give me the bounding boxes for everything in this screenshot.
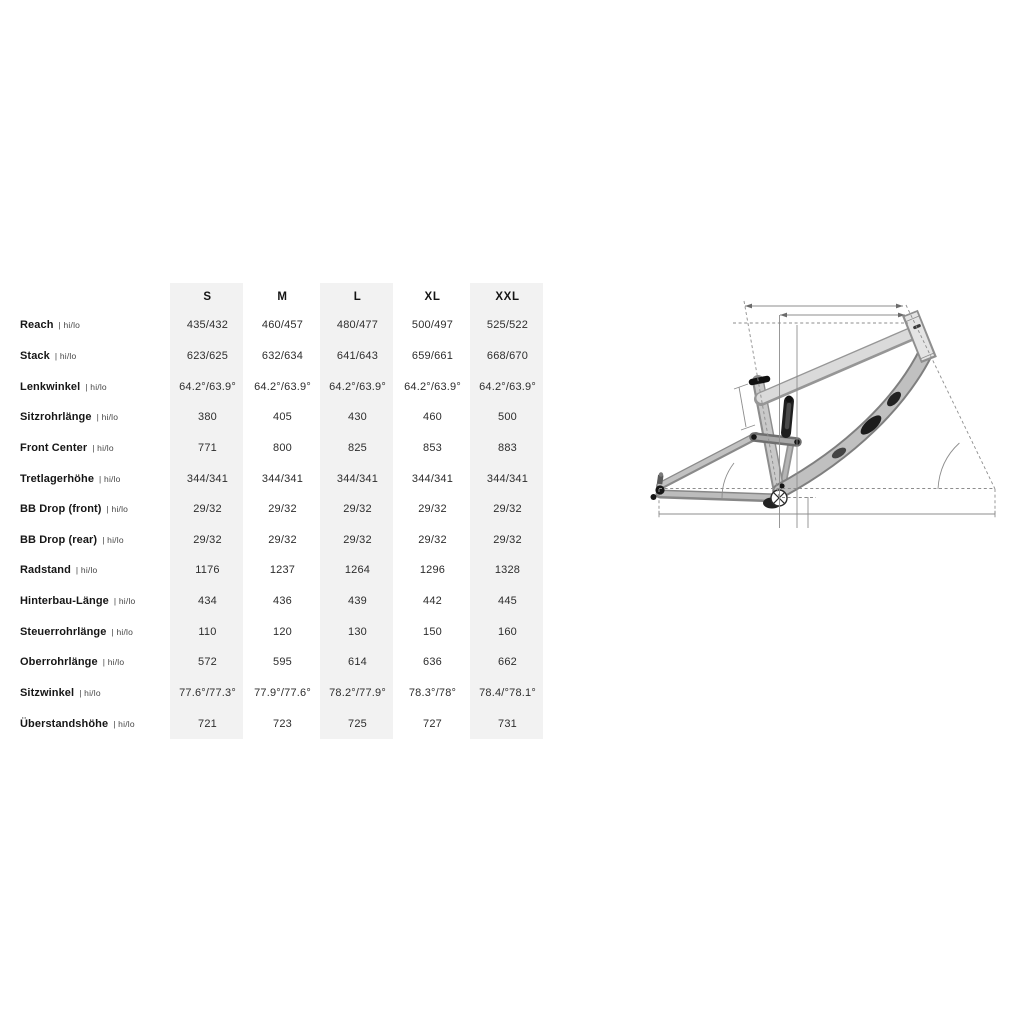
geometry-value: 731 xyxy=(498,717,517,730)
geometry-value: 130 xyxy=(348,625,367,638)
head-angle-line xyxy=(906,305,995,489)
row-label-text: BB Drop (front) xyxy=(20,503,102,516)
row-label-text: Hinterbau-Länge xyxy=(20,595,109,608)
geometry-value: 29/32 xyxy=(493,533,522,546)
geometry-value: 29/32 xyxy=(343,503,372,516)
row-label xyxy=(20,371,170,402)
geometry-value: 64.2°/63.9° xyxy=(179,380,236,393)
column-header-m: M xyxy=(277,290,288,303)
row-label xyxy=(20,586,170,617)
geometry-value: 853 xyxy=(423,441,442,454)
geometry-value: 434 xyxy=(198,595,217,608)
header-spacer xyxy=(20,283,170,310)
row-label xyxy=(20,494,170,525)
row-label xyxy=(20,341,170,372)
column-header-s: S xyxy=(203,290,212,303)
geometry-value: 64.2°/63.9° xyxy=(404,380,461,393)
geometry-value: 662 xyxy=(498,656,517,669)
geometry-value: 64.2°/63.9° xyxy=(329,380,386,393)
row-label xyxy=(20,310,170,341)
hi-lo-suffix: | hi/lo xyxy=(85,381,107,392)
row-label xyxy=(20,555,170,586)
row-label xyxy=(20,463,170,494)
hi-lo-suffix: | hi/lo xyxy=(96,412,119,423)
geometry-value: 344/341 xyxy=(336,472,379,485)
geometry-value: 435/432 xyxy=(186,319,229,332)
hi-lo-suffix: | hi/lo xyxy=(79,688,101,699)
geometry-value: 1296 xyxy=(419,564,446,577)
geometry-value: 64.2°/63.9° xyxy=(254,380,311,393)
geometry-value: 883 xyxy=(498,441,517,454)
geometry-value: 405 xyxy=(273,411,292,424)
geometry-value: 1176 xyxy=(195,564,220,577)
row-label xyxy=(20,402,170,433)
geometry-value: 78.2°/77.9° xyxy=(329,687,386,700)
geometry-grid xyxy=(20,283,543,739)
head-angle-arc xyxy=(938,443,959,489)
geometry-value: 29/32 xyxy=(493,503,522,516)
hi-lo-suffix: | hi/lo xyxy=(102,534,124,545)
column-header-l: L xyxy=(353,290,362,303)
geometry-table xyxy=(20,283,543,739)
frame-illustration xyxy=(651,313,930,509)
geometry-value: 29/32 xyxy=(418,503,447,516)
row-label-text: Radstand xyxy=(20,564,71,577)
geometry-value: 1264 xyxy=(344,564,371,577)
geometry-value: 78.4/°78.1° xyxy=(479,687,536,700)
geometry-value: 641/643 xyxy=(336,349,379,362)
row-label-text: Sitzwinkel xyxy=(20,687,75,700)
geometry-value: 29/32 xyxy=(193,503,222,516)
hi-lo-suffix: | hi/lo xyxy=(58,320,81,331)
geometry-value: 525/522 xyxy=(486,319,529,332)
geometry-value: 29/32 xyxy=(268,533,297,546)
geometry-value: 460 xyxy=(423,411,442,424)
geometry-value: 150 xyxy=(423,625,442,638)
geometry-value: 668/670 xyxy=(486,349,529,362)
row-label-text: Lenkwinkel xyxy=(20,380,81,393)
geometry-value: 344/341 xyxy=(261,472,304,485)
hi-lo-suffix: | hi/lo xyxy=(92,442,114,453)
geometry-value: 29/32 xyxy=(193,533,222,546)
geometry-value: 160 xyxy=(498,625,517,638)
geometry-value: 614 xyxy=(348,656,367,669)
geometry-value: 825 xyxy=(348,441,367,454)
row-label-text: Reach xyxy=(20,319,54,332)
geometry-value: 29/32 xyxy=(343,533,372,546)
geometry-value: 636 xyxy=(423,656,442,669)
row-label xyxy=(20,678,170,709)
geometry-value: 1237 xyxy=(269,564,296,577)
hi-lo-suffix: | hi/lo xyxy=(54,350,77,361)
bottom-bracket-mark xyxy=(763,490,787,509)
geometry-value: 1328 xyxy=(494,564,521,577)
frame-geometry-diagram xyxy=(630,280,1020,550)
geometry-value: 78.3°/78° xyxy=(408,687,457,700)
row-label xyxy=(20,524,170,555)
geometry-value: 500/497 xyxy=(411,319,454,332)
geometry-value: 632/634 xyxy=(261,349,304,362)
geometry-value: 771 xyxy=(198,441,217,454)
geometry-value: 436 xyxy=(273,595,292,608)
hi-lo-suffix: | hi/lo xyxy=(106,504,129,515)
geometry-value: 344/341 xyxy=(486,472,529,485)
geometry-value: 344/341 xyxy=(186,472,229,485)
seat-clamp xyxy=(752,379,767,382)
row-label-text: Sitzrohrlänge xyxy=(20,411,92,424)
geometry-value: 344/341 xyxy=(411,472,454,485)
geometry-value: 442 xyxy=(423,595,442,608)
hi-lo-suffix: | hi/lo xyxy=(113,718,135,729)
geometry-value: 721 xyxy=(198,717,217,730)
geometry-value: 77.9°/77.6° xyxy=(254,687,311,700)
frame-shadow-details xyxy=(830,389,903,460)
row-label xyxy=(20,616,170,647)
row-label-text: Stack xyxy=(20,349,50,362)
column-header-xxl: XXL xyxy=(495,290,520,303)
geometry-value: 480/477 xyxy=(336,319,379,332)
geometry-value: 29/32 xyxy=(268,503,297,516)
row-label-text: Tretlagerhöhe xyxy=(20,472,95,485)
hi-lo-suffix: | hi/lo xyxy=(99,473,121,484)
geometry-value: 64.2°/63.9° xyxy=(479,380,536,393)
geometry-value: 445 xyxy=(498,595,517,608)
hi-lo-suffix: | hi/lo xyxy=(102,657,125,668)
row-label-text: Steuerrohrlänge xyxy=(20,625,107,638)
column-header-xl: XL xyxy=(424,290,441,303)
geometry-value: 572 xyxy=(198,656,217,669)
row-label-text: Oberrohrlänge xyxy=(20,656,98,669)
row-label-text: Front Center xyxy=(20,441,88,454)
geometry-value: 120 xyxy=(273,625,292,638)
geometry-value: 77.6°/77.3° xyxy=(179,687,236,700)
geometry-value: 110 xyxy=(198,625,217,638)
geometry-value: 659/661 xyxy=(411,349,454,362)
geometry-value: 380 xyxy=(198,411,217,424)
geometry-value: 723 xyxy=(273,717,292,730)
hi-lo-suffix: | hi/lo xyxy=(113,596,136,607)
hi-lo-suffix: | hi/lo xyxy=(111,626,134,637)
row-label xyxy=(20,708,170,739)
geometry-value: 439 xyxy=(348,595,367,608)
geometry-value: 727 xyxy=(423,717,442,730)
geometry-value: 430 xyxy=(348,411,367,424)
geometry-value: 595 xyxy=(273,656,292,669)
geometry-value: 29/32 xyxy=(418,533,447,546)
rear-shock xyxy=(786,396,793,434)
row-label-text: BB Drop (rear) xyxy=(20,533,98,546)
seat-tube-dimension xyxy=(739,387,746,427)
geometry-value: 800 xyxy=(273,441,292,454)
hi-lo-suffix: | hi/lo xyxy=(75,565,98,576)
geometry-value: 623/625 xyxy=(186,349,229,362)
geometry-value: 500 xyxy=(498,411,517,424)
geometry-value: 460/457 xyxy=(261,319,304,332)
row-label xyxy=(20,433,170,464)
row-label xyxy=(20,647,170,678)
row-label-text: Überstandshöhe xyxy=(20,717,109,730)
geometry-value: 725 xyxy=(348,717,367,730)
frame-geometry-svg xyxy=(630,280,1020,550)
